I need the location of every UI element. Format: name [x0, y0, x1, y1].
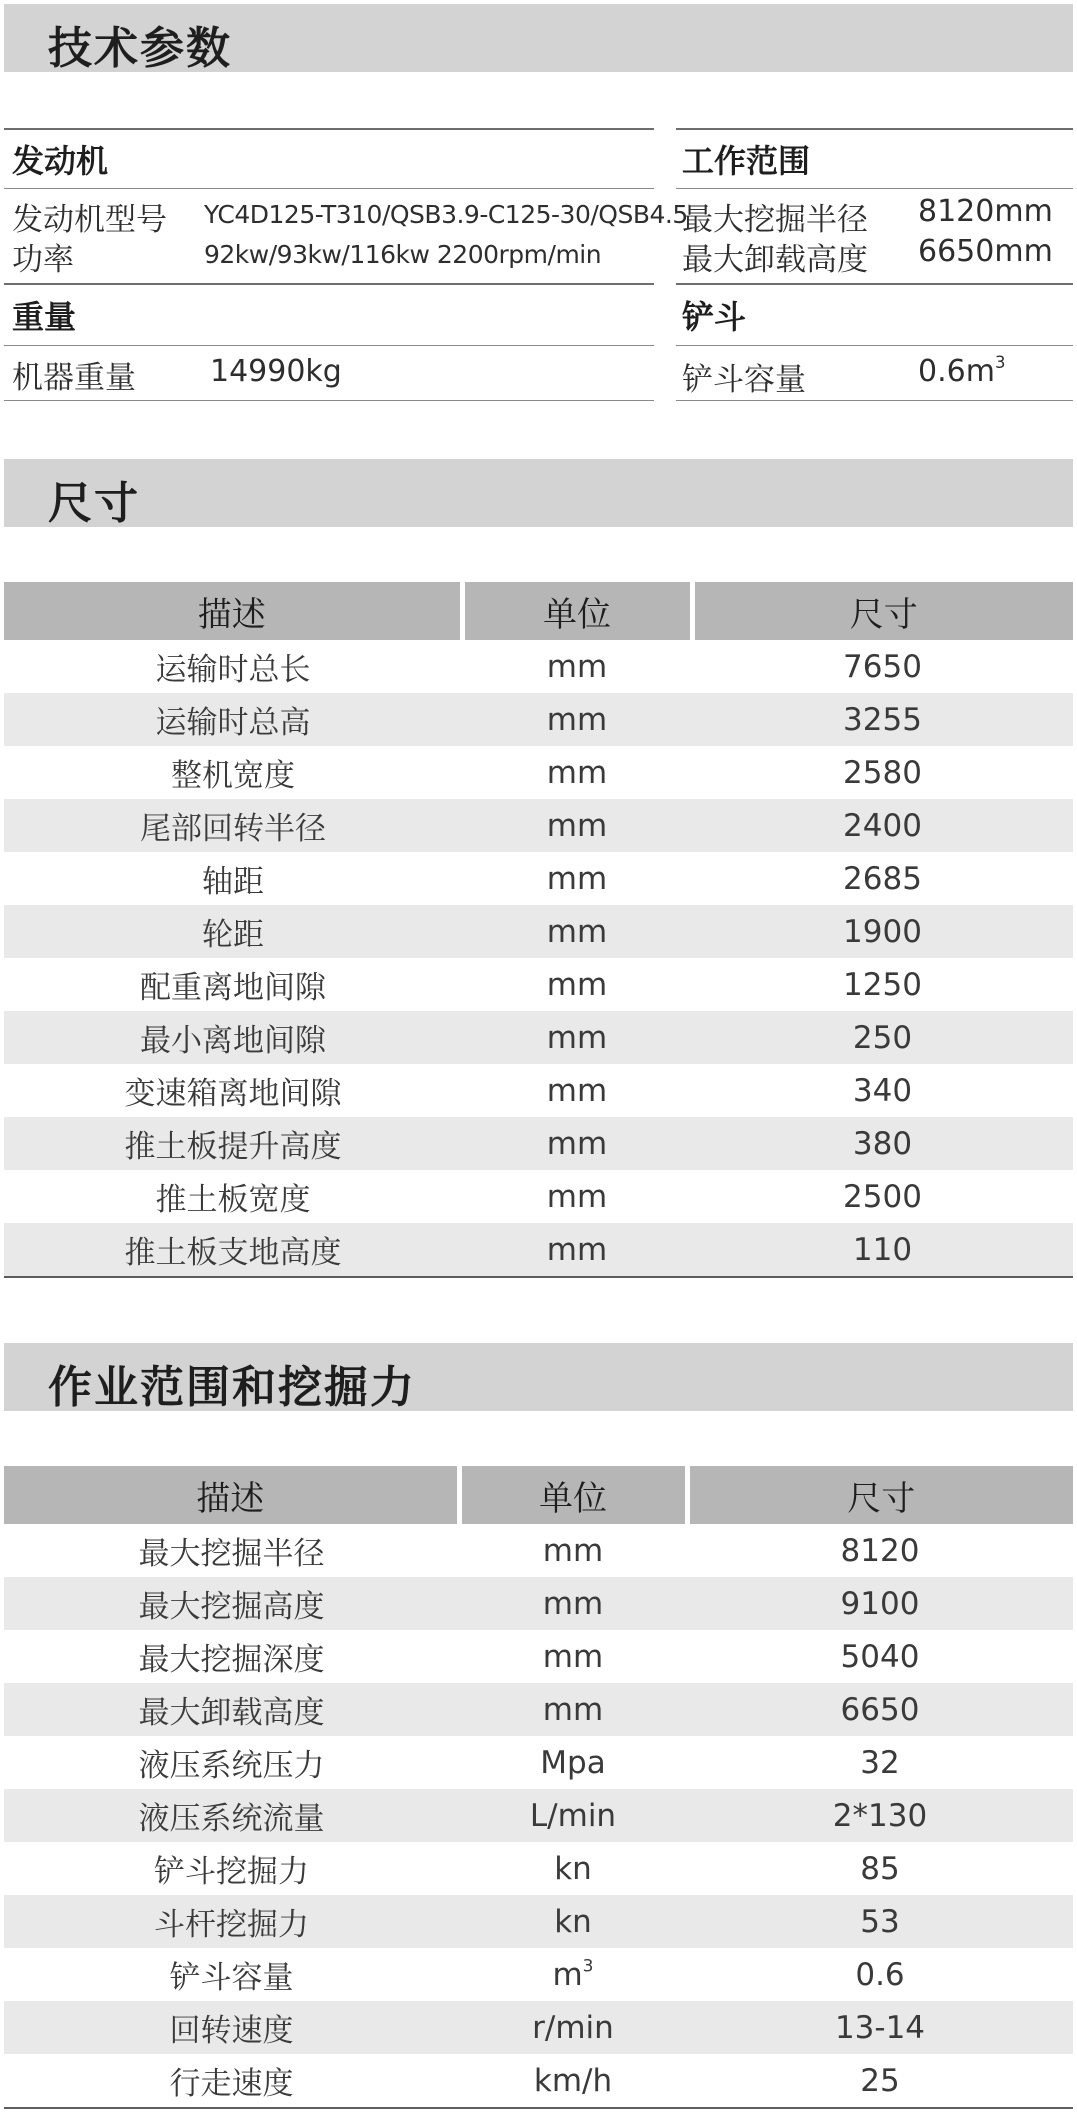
cell-desc-text: 液压系统流量: [138, 1801, 325, 1837]
cell-unit: [462, 958, 692, 1011]
table-row: [4, 1223, 1073, 1277]
cell-desc: [4, 799, 462, 852]
cell-size: [687, 1895, 1073, 1948]
cell-size-text: 2685: [843, 860, 922, 897]
engine-power-label: 功率: [12, 242, 74, 278]
cell-size: [687, 1736, 1073, 1789]
cell-size: [687, 1630, 1073, 1683]
table-header-row: [4, 1466, 1073, 1524]
table-row: [4, 958, 1073, 1011]
cell-desc-text: 最大挖掘半径: [138, 1536, 325, 1572]
cell-unit-text: kn: [554, 1903, 592, 1940]
cell-desc: [4, 1011, 462, 1064]
cell-unit-text: mm: [546, 754, 608, 791]
engine-power-value: 92kw/93kw/116kw 2200rpm/min: [204, 240, 602, 269]
cell-unit: [459, 1683, 687, 1736]
cell-unit-text: mm: [546, 860, 608, 897]
cell-size: [687, 2001, 1073, 2054]
col-header-size: 尺寸: [692, 582, 1073, 640]
bucket-capacity-sup: 3: [994, 352, 1006, 372]
cell-unit-text: mm: [542, 1691, 604, 1728]
cell-size: [692, 1223, 1073, 1277]
cell-size: [692, 1170, 1073, 1223]
cell-size-text: 250: [852, 1019, 913, 1056]
cell-desc-text: 变速箱离地间隙: [124, 1076, 342, 1112]
cell-desc: [4, 640, 462, 693]
dimensions-table-body: [4, 640, 1073, 1277]
cell-unit-text: mm: [546, 1019, 608, 1056]
cell-desc: [4, 1789, 459, 1842]
cell-size-text: 53: [860, 1903, 900, 1940]
cell-unit-text: mm: [546, 1178, 608, 1215]
cell-desc-text: 推土板宽度: [155, 1182, 311, 1218]
cell-unit: [462, 1064, 692, 1117]
section-header-work: [4, 1343, 1073, 1411]
cell-unit-text: L/min: [529, 1797, 617, 1834]
cell-desc-text: 最小离地间隙: [140, 1023, 326, 1059]
group-title-weight: 重量: [12, 298, 77, 336]
cell-desc: [4, 1577, 459, 1630]
divider: [4, 283, 654, 285]
cell-desc-text: 铲斗容量: [169, 1960, 294, 1996]
cell-desc-text: 整机宽度: [171, 758, 295, 794]
cell-size: [692, 799, 1073, 852]
divider: [676, 128, 1073, 130]
cell-size-text: 380: [852, 1125, 913, 1162]
cell-unit-text: mm: [542, 1532, 604, 1569]
section-title: 作业范围和挖掘力: [48, 1362, 416, 1413]
cell-unit-text: mm: [546, 1125, 608, 1162]
table-row: [4, 1524, 1073, 1577]
cell-size: [692, 693, 1073, 746]
dig-radius-value: 8120mm: [918, 194, 1053, 229]
cell-desc-text: 液压系统压力: [138, 1748, 325, 1784]
divider: [676, 400, 1073, 401]
cell-desc: [4, 1842, 459, 1895]
table-row: [4, 746, 1073, 799]
group-title-range: 工作范围: [682, 142, 811, 180]
cell-size: [692, 1011, 1073, 1064]
group-title-engine: 发动机: [12, 142, 109, 180]
cell-desc-text: 铲斗挖掘力: [154, 1854, 309, 1890]
cell-unit-text: mm: [546, 1072, 608, 1109]
section-header-tech: [4, 4, 1073, 72]
cell-unit: [459, 1630, 687, 1683]
cell-size-text: 13-14: [834, 2009, 926, 2046]
table-row: [4, 799, 1073, 852]
cell-size-text: 110: [852, 1231, 913, 1268]
cell-size: [692, 1064, 1073, 1117]
cell-size-text: 5040: [840, 1638, 920, 1675]
cell-size-text: 7650: [843, 648, 922, 685]
table-header-row: [4, 582, 1073, 640]
table-row: [4, 1736, 1073, 1789]
section-title: 尺寸: [48, 478, 140, 529]
cell-size-text: 8120: [840, 1532, 920, 1569]
divider: [676, 188, 1073, 189]
cell-size-text: 9100: [840, 1585, 920, 1622]
cell-unit: [462, 852, 692, 905]
table-row: [4, 2054, 1073, 2108]
col-header-desc: 描述: [4, 1466, 459, 1524]
table-row: [4, 1170, 1073, 1223]
cell-size-text: 32: [860, 1744, 900, 1781]
cell-desc: [4, 1683, 459, 1736]
bucket-capacity-label: 铲斗容量: [682, 362, 806, 398]
table-row: [4, 1842, 1073, 1895]
cell-desc-text: 回转速度: [169, 2013, 294, 2049]
table-row: [4, 1011, 1073, 1064]
cell-unit: [459, 1842, 687, 1895]
cell-unit-text: mm: [546, 913, 608, 950]
col-header-desc: 描述: [4, 582, 462, 640]
cell-unit-text: mm: [546, 966, 608, 1003]
divider: [4, 188, 654, 189]
cell-desc-text: 最大挖掘深度: [138, 1642, 325, 1678]
cell-unit: [459, 1577, 687, 1630]
cell-desc: [4, 1223, 462, 1277]
cell-size: [692, 640, 1073, 693]
dump-height-label: 最大卸载高度: [682, 242, 868, 278]
cell-desc-text: 运输时总长: [155, 652, 311, 688]
cell-unit: [462, 799, 692, 852]
cell-unit: [459, 1895, 687, 1948]
cell-desc-text: 运输时总高: [155, 705, 311, 741]
cell-desc: [4, 1630, 459, 1683]
cell-desc: [4, 905, 462, 958]
work-range-table-body: [4, 1524, 1073, 2108]
cell-desc: [4, 2054, 459, 2108]
cell-size-text: 2580: [843, 754, 922, 791]
cell-unit: [462, 1011, 692, 1064]
cell-size-text: 3255: [843, 701, 922, 738]
cell-size-text: 85: [860, 1850, 900, 1887]
unit-superscript: 3: [582, 1955, 594, 1976]
engine-model-value: YC4D125-T310/QSB3.9-C125-30/QSB4.5: [204, 200, 688, 229]
cell-size-text: 2*130: [832, 1797, 928, 1834]
cell-size: [687, 2054, 1073, 2108]
cell-unit: [462, 1117, 692, 1170]
cell-unit-text: m: [552, 1956, 583, 1993]
cell-unit-text: mm: [546, 1231, 608, 1268]
divider: [4, 345, 654, 346]
cell-desc: [4, 1736, 459, 1789]
table-row: [4, 1789, 1073, 1842]
cell-unit: [459, 1736, 687, 1789]
group-title-bucket: 铲斗: [682, 298, 747, 336]
cell-size-text: 340: [852, 1072, 913, 1109]
spec-right-column: [676, 128, 1073, 403]
table-row: [4, 1948, 1073, 2001]
cell-desc: [4, 2001, 459, 2054]
table-row: [4, 1117, 1073, 1170]
cell-desc-text: 尾部回转半径: [140, 811, 326, 847]
table-row: [4, 1895, 1073, 1948]
cell-size-text: 2500: [843, 1178, 922, 1215]
cell-unit: [462, 746, 692, 799]
cell-size-text: 6650: [840, 1691, 920, 1728]
cell-unit-text: kn: [554, 1850, 592, 1887]
cell-size: [687, 1842, 1073, 1895]
cell-desc: [4, 1117, 462, 1170]
divider: [676, 283, 1073, 285]
cell-size-text: 25: [860, 2062, 900, 2099]
cell-unit: [459, 2001, 687, 2054]
table-row: [4, 1630, 1073, 1683]
cell-desc-text: 最大挖掘高度: [138, 1589, 325, 1625]
cell-desc-text: 行走速度: [169, 2066, 294, 2102]
cell-unit: [462, 1223, 692, 1277]
cell-desc: [4, 693, 462, 746]
cell-size-text: 1250: [843, 966, 922, 1003]
table-row: [4, 1683, 1073, 1736]
table-row: [4, 852, 1073, 905]
cell-unit: [459, 1948, 687, 2001]
cell-desc: [4, 852, 462, 905]
cell-size-text: 0.6: [855, 1956, 905, 1993]
divider: [4, 400, 654, 401]
cell-unit: [462, 905, 692, 958]
table-row: [4, 693, 1073, 746]
cell-size: [687, 1683, 1073, 1736]
cell-unit-text: mm: [542, 1585, 604, 1622]
cell-size-text: 2400: [843, 807, 922, 844]
dig-radius-label: 最大挖掘半径: [682, 202, 868, 238]
table-row: [4, 2001, 1073, 2054]
cell-size: [687, 1577, 1073, 1630]
cell-desc: [4, 1948, 459, 2001]
cell-desc: [4, 1895, 459, 1948]
col-header-size: 尺寸: [687, 1466, 1073, 1524]
cell-size: [692, 852, 1073, 905]
table-row: [4, 905, 1073, 958]
cell-desc: [4, 746, 462, 799]
col-header-unit: 单位: [462, 582, 692, 640]
section-header-dims: [4, 459, 1073, 527]
cell-desc-text: 推土板提升高度: [124, 1129, 342, 1165]
cell-unit: [462, 640, 692, 693]
table-row: [4, 640, 1073, 693]
cell-size-text: 1900: [843, 913, 922, 950]
cell-unit: [462, 1170, 692, 1223]
cell-unit-text: km/h: [533, 2062, 613, 2099]
bucket-capacity-value: [918, 354, 1005, 389]
cell-desc: [4, 1524, 459, 1577]
dump-height-value: 6650mm: [918, 234, 1053, 269]
cell-desc-text: 最大卸载高度: [138, 1695, 325, 1731]
cell-unit-text: mm: [546, 701, 608, 738]
table-row: [4, 1577, 1073, 1630]
cell-size: [692, 746, 1073, 799]
bucket-capacity-number: 0.6m: [918, 354, 995, 389]
machine-weight-value: 14990kg: [210, 354, 342, 389]
cell-size: [692, 905, 1073, 958]
cell-desc: [4, 1170, 462, 1223]
spec-left-column: [4, 128, 688, 403]
work-range-table: [4, 1466, 1073, 2109]
cell-size: [692, 1117, 1073, 1170]
cell-size: [692, 958, 1073, 1011]
cell-size: [687, 1789, 1073, 1842]
cell-desc-text: 推土板支地高度: [124, 1235, 342, 1271]
cell-unit-text: r/min: [532, 2009, 614, 2046]
cell-size: [687, 1948, 1073, 2001]
cell-desc-text: 轴距: [202, 864, 264, 900]
cell-unit-text: mm: [542, 1638, 604, 1675]
section-title: 技术参数: [48, 23, 232, 74]
cell-desc-text: 配重离地间隙: [140, 970, 326, 1006]
col-header-unit: 单位: [459, 1466, 687, 1524]
cell-unit: [459, 1789, 687, 1842]
table-row: [4, 1064, 1073, 1117]
cell-unit-text: mm: [546, 648, 608, 685]
cell-unit-text: mm: [546, 807, 608, 844]
cell-unit-text: Mpa: [540, 1744, 606, 1781]
divider: [4, 128, 654, 130]
cell-size: [687, 1524, 1073, 1577]
cell-unit: [459, 2054, 687, 2108]
engine-model-label: 发动机型号: [12, 202, 167, 238]
dimensions-table: [4, 582, 1073, 1278]
cell-desc-text: 斗杆挖掘力: [154, 1907, 309, 1943]
machine-weight-label: 机器重量: [12, 360, 136, 396]
cell-desc: [4, 1064, 462, 1117]
cell-desc: [4, 958, 462, 1011]
cell-unit: [462, 693, 692, 746]
cell-desc-text: 轮距: [202, 917, 264, 953]
divider: [676, 345, 1073, 346]
cell-unit: [459, 1524, 687, 1577]
